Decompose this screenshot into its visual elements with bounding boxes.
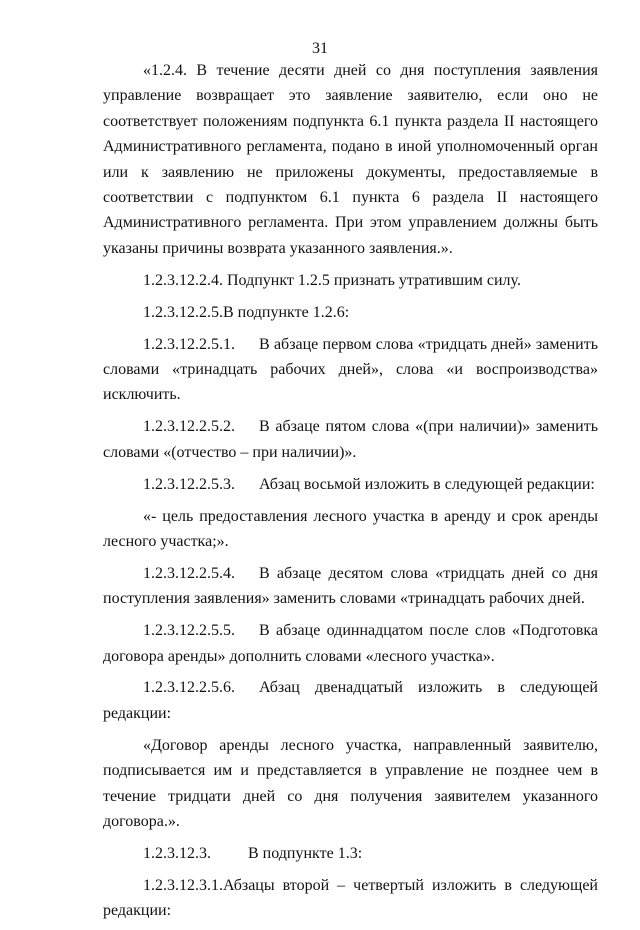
paragraph-1-2-3-12-2-5-3 <box>103 472 598 497</box>
paragraph-1-2-3-12-3 <box>103 841 598 866</box>
paragraph-number: 1.2.3.12.2.5.1. <box>143 335 235 353</box>
paragraph-number: 1.2.3.12.2.5.3. <box>143 475 235 493</box>
paragraph-number: 1.2.3.12.3. <box>143 844 211 862</box>
paragraph-quote-contract <box>103 733 598 835</box>
paragraph-text: «- цель предоставления лесного участка в аренду и срок аренды лесного участка;». <box>103 507 598 550</box>
paragraph-text: В абзаце десятом слова «тридцать дней со дня поступления заявления» заменить словами «тринадцать рабочих дней. <box>103 564 598 608</box>
paragraph-text: В абзаце пятом слова «(при наличии)» заменить словами «(отчество – при наличии)». <box>103 418 598 461</box>
paragraph-1-2-3-12-2-5-4 <box>103 561 598 612</box>
paragraph-text: «1.2.4. В течение десяти дней со дня поступления заявления управление возвращает это заявление заявителю, если оно не соответствует положениям подпункта 6.1 пункта раздела II настоящего Административного регламента, подано в иной уполномоченный орган или к заявлению не приложены документы, предоставляемые в соответствии с подпунктом 6.1 пункта 6 раздела II настоящего Административного регламента. При этом управлением должны быть указаны причины возврата указанного заявления.». <box>103 62 598 257</box>
document-body <box>103 58 598 930</box>
paragraph-text: Абзац двенадцатый изложить в следующей редакции: <box>103 679 598 722</box>
paragraph-number: 1.2.3.12.2.5.4. <box>143 564 235 582</box>
paragraph-text: Абзац восьмой изложить в следующей редакции: <box>259 475 595 493</box>
paragraph-number: 1.2.3.12.2.5.6. <box>143 679 235 697</box>
paragraph-1-2-3-12-2-5-2 <box>103 414 598 465</box>
paragraph-1-2-3-12-2-5-6 <box>103 675 598 726</box>
paragraph-text: В подпункте 1.3: <box>248 844 363 862</box>
paragraph-quote-purpose <box>103 504 598 555</box>
paragraph-text: 1.2.3.12.2.5.В подпункте 1.2.6: <box>143 303 350 321</box>
paragraph-1-2-3-12-2-5 <box>103 300 598 325</box>
paragraph-1-2-3-12-2-5-1 <box>103 332 598 408</box>
paragraph-text: 1.2.3.12.2.4. Подпункт 1.2.5 признать утратившим силу. <box>143 271 521 289</box>
paragraph-1-2-3-12-3-1 <box>103 873 598 924</box>
paragraph-text: В абзаце первом слова «тридцать дней» заменить словами «тринадцать рабочих дней», слова «и воспроизводства» исключить. <box>103 335 598 404</box>
page-number: 31 <box>312 40 328 57</box>
paragraph-text: 1.2.3.12.3.1.Абзацы второй – четвертый изложить в следующей редакции: <box>103 876 598 920</box>
paragraph-text: В абзаце одиннадцатом после слов «Подготовка договора аренды» дополнить словами «лесного участка». <box>103 622 598 665</box>
paragraph-1-2-3-12-2-5-5 <box>103 618 598 669</box>
paragraph-1-2-3-12-2-4 <box>103 268 598 293</box>
paragraph-text: «Договор аренды лесного участка, направленный заявителю, подписывается им и представляется в управление не позднее чем в течение тридцати дней со дня получения заявителем указанного договора.». <box>103 736 598 830</box>
paragraph-1-2-4 <box>103 58 598 261</box>
paragraph-number: 1.2.3.12.2.5.2. <box>143 418 235 436</box>
paragraph-number: 1.2.3.12.2.5.5. <box>143 622 235 640</box>
